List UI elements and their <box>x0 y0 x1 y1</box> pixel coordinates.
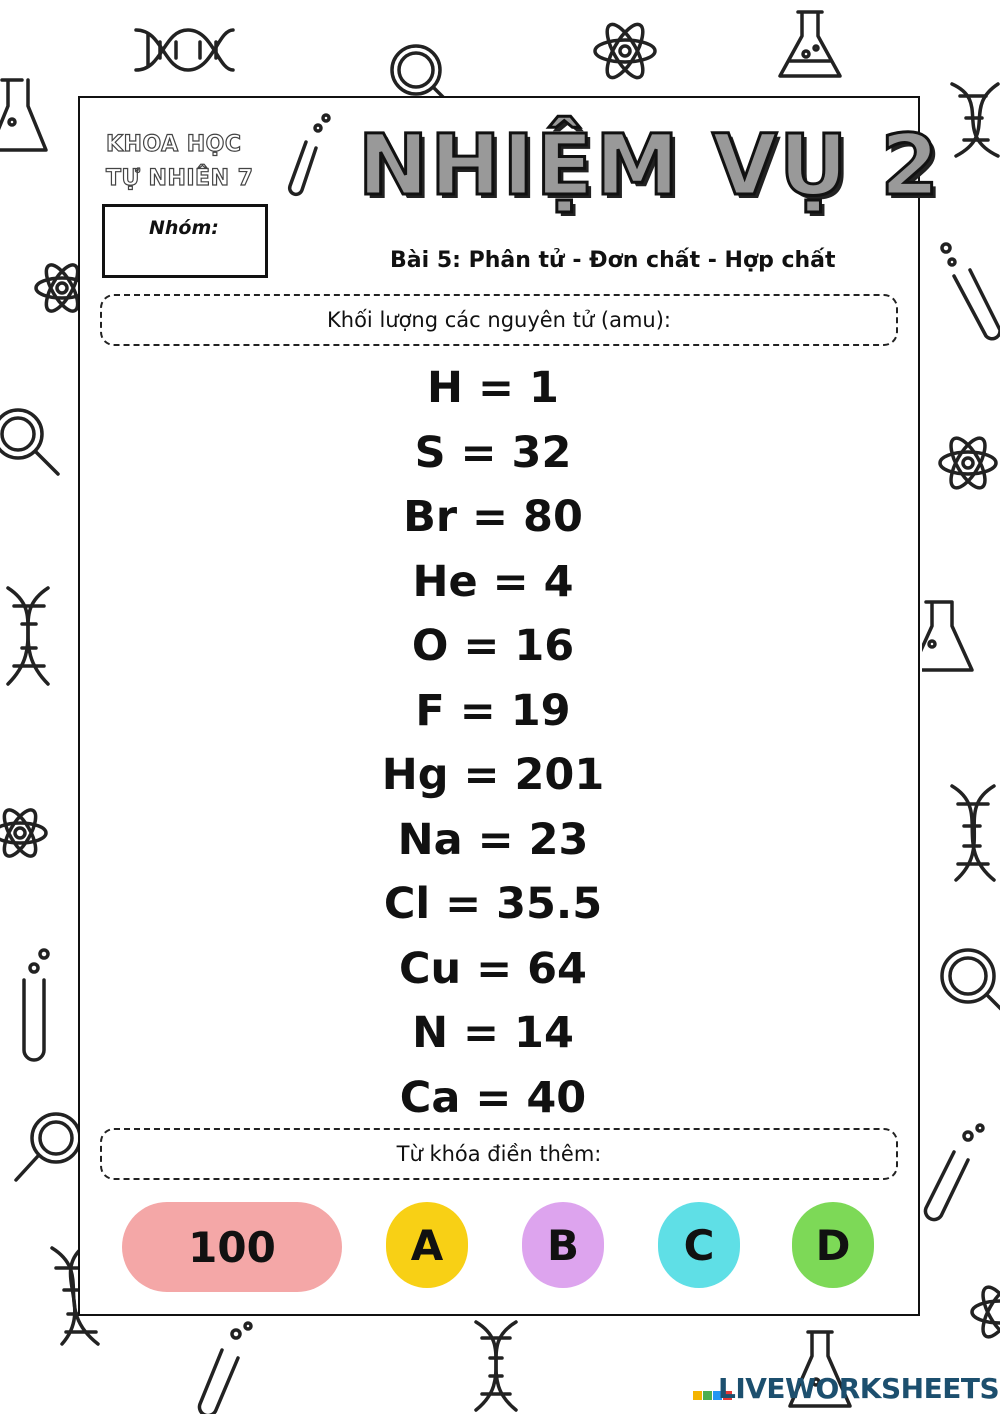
keyword-chip-a[interactable]: A <box>386 1202 468 1288</box>
atom-icon <box>966 1280 1000 1344</box>
atom-icon <box>936 430 1000 496</box>
flask-icon <box>770 6 850 86</box>
page-title: NHIỆM VỤ 2 <box>358 116 941 214</box>
mass-item-s: S = 32 <box>414 427 572 478</box>
dna-icon <box>0 584 58 688</box>
group-name-box[interactable] <box>102 204 268 278</box>
mass-item-ca: Ca = 40 <box>399 1072 587 1123</box>
masses-heading: Khối lượng các nguyên tử (amu): <box>327 308 671 332</box>
subject-label <box>106 128 253 196</box>
brand-logo-icon <box>692 1374 714 1396</box>
subject-line-1: KHOA HỌC <box>106 132 242 157</box>
test-tube-icon <box>918 1122 986 1226</box>
test-tube-icon <box>192 1320 254 1414</box>
atom-icon <box>0 800 54 866</box>
subject-line-2: TỰ NHIÊN 7 <box>106 166 254 191</box>
magnifier-icon <box>936 944 1000 1024</box>
test-tube-icon <box>284 112 332 198</box>
atom-icon <box>590 16 660 86</box>
keyword-chip-100[interactable]: 100 <box>122 1202 342 1292</box>
mass-item-cl: Cl = 35.5 <box>383 879 603 929</box>
keyword-chip-b[interactable]: B <box>522 1202 604 1288</box>
mass-item-f: F = 19 <box>415 685 571 736</box>
mass-item-cu: Cu = 64 <box>399 943 587 994</box>
dna-icon <box>466 1318 526 1414</box>
mass-item-na: Na = 23 <box>397 814 589 865</box>
masses-heading-box <box>100 294 898 346</box>
atomic-mass-list <box>80 356 906 1130</box>
flask-icon <box>922 594 1000 678</box>
mass-item-he: He = 4 <box>412 556 574 607</box>
worksheet <box>78 96 941 1316</box>
test-tube-icon <box>16 946 56 1062</box>
brand-name: LIVEWORKSHEETS <box>718 1372 1000 1405</box>
keyword-chip-c[interactable]: C <box>658 1202 740 1288</box>
magnifier-icon <box>384 38 464 98</box>
keywords-heading-box <box>100 1128 898 1180</box>
dna-icon <box>942 780 1000 886</box>
mass-item-hg: Hg = 201 <box>381 750 605 800</box>
dna-icon <box>942 78 1000 160</box>
lesson-title: Bài 5: Phân tử - Đơn chất - Hợp chất <box>390 248 836 273</box>
mass-item-n: N = 14 <box>412 1008 574 1058</box>
flask-icon <box>0 72 52 158</box>
mass-item-o: O = 16 <box>411 621 575 671</box>
mass-item-br: Br = 80 <box>403 492 583 542</box>
magnifier-icon <box>0 402 66 486</box>
dna-icon <box>128 20 238 80</box>
brand-logo <box>692 1372 999 1405</box>
group-label: Nhóm: <box>149 217 219 239</box>
keyword-chip-d[interactable]: D <box>792 1202 874 1288</box>
test-tube-icon <box>936 240 1000 344</box>
mass-item-h: H = 1 <box>427 363 559 413</box>
magnifier-icon <box>10 1110 82 1186</box>
keywords-heading: Từ khóa điền thêm: <box>396 1142 602 1166</box>
